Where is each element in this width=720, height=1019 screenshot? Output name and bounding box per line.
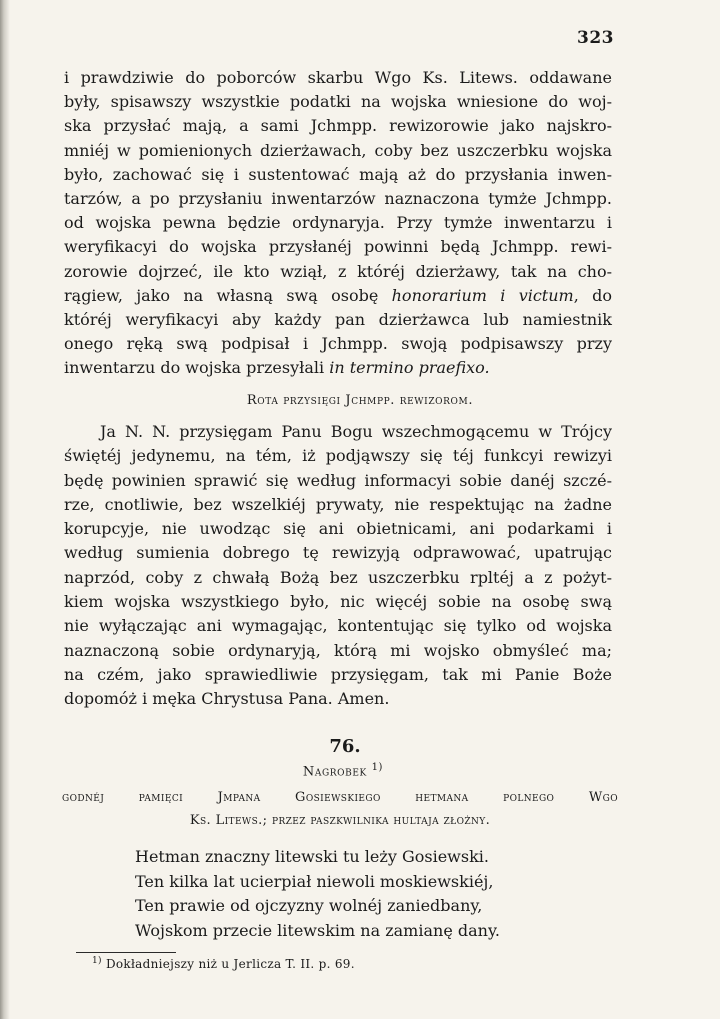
footnote-text: Dokładniejszy niż u Jerlicza T. II. p. 69. [105, 957, 355, 971]
text-line: naznaczoną sobie ordynaryją, którą mi wojsko obmyślеć ma; [64, 640, 612, 660]
text-line-with-italic [64, 356, 612, 380]
text-line: Ja N. N. przysięgam Panu Bogu wszechmogącemu w Trójcy [100, 422, 612, 441]
text-line: mniéj w pomienionych dzierżawach, coby bez uszczerbku wojska [64, 140, 612, 160]
text-line: rze, cnotliwie, bez wszelkiéj prywaty, nie respektując na żadne [64, 494, 612, 514]
epitaph-poem [135, 845, 500, 943]
poem-line: Wojskom przecie litewskim na zamianę dany. [135, 920, 500, 940]
italic-phrase: in termino praefixo. [329, 358, 490, 378]
footnote [92, 956, 355, 971]
text-line: według sumienia dobrego tę rewizyją odprawować, upatrując [64, 543, 612, 563]
subtitle-line: Ks. Litews.; przez paszkwilnika hultaja złożny. [189, 813, 491, 828]
footnote-divider [76, 952, 176, 953]
text-line: zorowie dojrzeć, ile kto wziął, z któréj dzierżawy, tak na cho- [64, 261, 612, 281]
subtitle-line: godnéj pamięci Jmpana Gosiewskiego hetmana polnego Wgo [62, 790, 618, 805]
text-segment: inwentarzu do wojska przesyłali [64, 358, 330, 378]
text-line: nie wyłączając ani wymagając, kontentując się tylko od wojska [64, 616, 612, 636]
text-line: było, zachować się i sustentować mają aż do przysłania inwen- [64, 164, 612, 184]
epitaph-heading [0, 762, 686, 779]
text-line-with-italic [64, 284, 612, 308]
poem-line: Hetman znaczny litewski tu leży Gosiewski. [135, 847, 489, 866]
epitaph-title: Nagrobek [302, 764, 367, 780]
oath-heading: Rota przysięgi Jchmpp. rewizorom. [246, 393, 474, 408]
text-line: naprzód, coby z chwałą Bożą bez uszczerbku rpltéj a z pożyt- [64, 567, 612, 587]
text-line: tarzów, a po przysłaniu inwentarzów naznaczona tymże Jchmpp. [64, 189, 612, 209]
section-number: 76. [329, 736, 361, 757]
text-line: od wojska pewna będzie ordynaryja. Przy tymże inwentarzu i [64, 213, 612, 233]
italic-phrase: honorarium i victum [391, 285, 574, 305]
text-line: i prawdziwie do poborców skarbu Wgo Ks. Litews. oddawane [64, 68, 612, 87]
poem-line: Ten prawie od ojczyzny wolnéj zaniedbany, [135, 896, 483, 915]
text-line: dopomóż i męka Chrystusa Pana. Amen. [64, 689, 390, 709]
epitaph-subtitle [62, 786, 618, 832]
footnote-mark: 1) [92, 956, 102, 966]
text-line: na czém, jako sprawiedliwie przysięgam, tak mi Panie Boże [64, 664, 612, 684]
text-line: świętéj jedynemu, na tém, iż podjąwszy się téj funkcyi rewizyi [64, 446, 612, 466]
poem-line: Ten kilka lat ucierpiał niewoli moskiewskiéj, [135, 871, 494, 891]
text-segment: , do [573, 285, 613, 305]
text-line: onego ręką swą podpisał i Jchmpp. swoją podpisawszy przy [64, 334, 612, 354]
text-line: weryfikacyi do wojska przysłanéj powinni będą Jchmpp. rewi- [64, 237, 612, 257]
text-line: kiem wojska wszystkiego było, nic więcéj sobie na osobę swą [64, 592, 612, 612]
text-line: były, spisawszy wszystkie podatki na wojska wniesione do woj- [64, 92, 612, 112]
text-line: ska przysłać mają, a sami Jchmpp. rewizorowie jako najskro- [64, 116, 612, 136]
text-line: któréj weryfikacyi aby każdy pan dzierżawca lub namiestnik [64, 310, 612, 330]
page-number: 323 [577, 28, 614, 48]
page-edge-shadow [0, 0, 10, 1019]
paragraph-oath [64, 420, 612, 712]
footnote-reference: 1) [371, 762, 384, 773]
text-line: korupcyje, nie uwodząc się ani obietnicami, ani podarkami i [64, 519, 612, 539]
text-line: będę powinien sprawić się według informacyi sobie danéj szczé- [64, 470, 612, 490]
paragraph-decree [64, 66, 612, 381]
text-segment: rągiew, jako na własną swą osobę [64, 285, 379, 305]
